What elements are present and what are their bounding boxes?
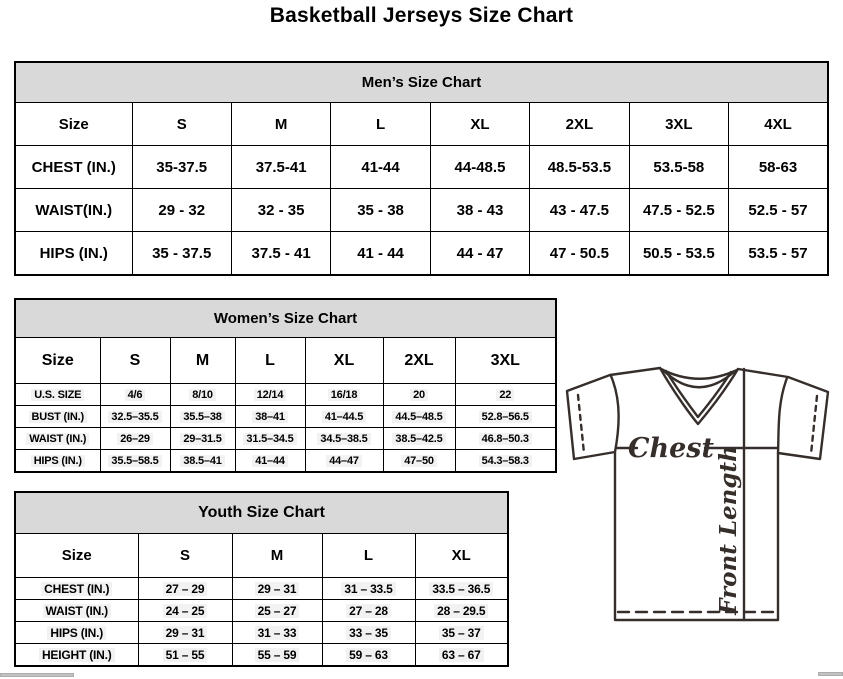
cell-value: 52.8–56.5: [479, 411, 532, 423]
row-label-text: CHEST (IN.): [41, 582, 112, 596]
table-cell: [235, 450, 305, 473]
table-cell: 38 - 43: [430, 189, 529, 232]
table-cell: [455, 406, 556, 428]
table-cell: [415, 644, 508, 667]
row-label-text: HIPS (IN.): [47, 626, 106, 640]
table-row: [15, 384, 556, 406]
column-header: XL: [305, 338, 383, 384]
row-label-text: BUST (IN.): [29, 411, 87, 423]
table-cell: [138, 622, 232, 644]
cell-value: 31.5–34.5: [243, 433, 296, 445]
table-cell: 37.5-41: [231, 146, 330, 189]
table-cell: [235, 428, 305, 450]
column-header: Size: [15, 338, 100, 384]
table-cell: 35 - 38: [331, 189, 430, 232]
column-header: 2XL: [383, 338, 455, 384]
column-header: 3XL: [455, 338, 556, 384]
cell-value: 31 – 33.5: [341, 582, 395, 596]
mens-size-chart-table: [14, 61, 829, 276]
womens-table-title: Women’s Size Chart: [15, 299, 556, 338]
cell-value: 38–41: [252, 411, 288, 423]
table-cell: [383, 428, 455, 450]
cell-value: 29 – 31: [163, 626, 208, 640]
column-header: S: [100, 338, 170, 384]
table-cell: 29 - 32: [132, 189, 231, 232]
jersey-cuff-dashes-left: [578, 395, 584, 453]
table-cell: [235, 384, 305, 406]
row-label: [15, 406, 100, 428]
table-cell: [455, 428, 556, 450]
cell-value: 33.5 – 36.5: [429, 582, 493, 596]
row-label: [15, 600, 138, 622]
column-header: L: [331, 103, 430, 146]
cell-value: 54.3–58.3: [479, 455, 532, 467]
cell-value: 28 – 29.5: [434, 604, 488, 618]
horizontal-scrollbar-thumb-right[interactable]: [818, 672, 843, 676]
column-header: M: [232, 534, 322, 578]
cell-value: 35 – 37: [439, 626, 484, 640]
womens-size-chart-table: [14, 298, 557, 473]
row-label-text: HIPS (IN.): [31, 455, 85, 467]
column-header: M: [170, 338, 235, 384]
column-header: 3XL: [629, 103, 728, 146]
table-cell: [322, 600, 415, 622]
table-cell: [100, 406, 170, 428]
cell-value: 44–47: [326, 455, 362, 467]
table-cell: [232, 622, 322, 644]
table-cell: [415, 622, 508, 644]
table-cell: [170, 450, 235, 473]
table-row: [15, 622, 508, 644]
cell-value: 26–29: [117, 433, 153, 445]
cell-value: 16/18: [328, 389, 361, 401]
cell-value: 31 – 33: [255, 626, 300, 640]
cell-value: 63 – 67: [439, 648, 484, 662]
table-cell: 41-44: [331, 146, 430, 189]
cell-value: 24 – 25: [163, 604, 208, 618]
table-cell: 44 - 47: [430, 232, 529, 276]
jersey-measurement-diagram: [556, 360, 840, 633]
jersey-cuff-dashes-right: [811, 396, 817, 454]
cell-value: 33 – 35: [346, 626, 391, 640]
table-cell: 43 - 47.5: [530, 189, 629, 232]
table-cell: [455, 450, 556, 473]
row-label-text: WAIST (IN.): [26, 433, 89, 445]
cell-value: 38.5–41: [180, 455, 224, 467]
cell-value: 35.5–58.5: [108, 455, 161, 467]
row-label: [15, 578, 138, 600]
cell-value: 29 – 31: [255, 582, 300, 596]
table-row: [15, 450, 556, 473]
cell-value: 55 – 59: [255, 648, 300, 662]
cell-value: 22: [496, 389, 514, 401]
table-cell: [170, 406, 235, 428]
jersey-armhole-seam-left: [611, 376, 619, 452]
page-title: Basketball Jerseys Size Chart: [269, 4, 574, 27]
table-cell: [232, 644, 322, 667]
jersey-diagram-svg: [556, 360, 840, 628]
table-row: [15, 146, 828, 189]
front-length-label: Front Length: [715, 445, 742, 615]
table-cell: [305, 428, 383, 450]
row-label: CHEST (IN.): [15, 146, 132, 189]
table-cell: 44-48.5: [430, 146, 529, 189]
column-header: L: [235, 338, 305, 384]
row-label-text: HEIGHT (IN.): [39, 648, 115, 662]
table-header-row: [15, 103, 828, 146]
cell-value: 27 – 28: [346, 604, 391, 618]
table-cell: 37.5 - 41: [231, 232, 330, 276]
column-header: Size: [15, 534, 138, 578]
table-header-row: [15, 338, 556, 384]
table-row: [15, 406, 556, 428]
table-row: [15, 428, 556, 450]
youth-table-title: Youth Size Chart: [15, 492, 508, 534]
cell-value: 25 – 27: [255, 604, 300, 618]
table-cell: [138, 644, 232, 667]
cell-value: 4/6: [125, 389, 146, 401]
horizontal-scrollbar-thumb-left[interactable]: [0, 673, 74, 677]
cell-value: 47–50: [401, 455, 437, 467]
table-cell: [322, 644, 415, 667]
column-header: 2XL: [530, 103, 629, 146]
column-header: S: [138, 534, 232, 578]
table-cell: [415, 578, 508, 600]
table-cell: [100, 384, 170, 406]
table-cell: [138, 578, 232, 600]
row-label: WAIST(IN.): [15, 189, 132, 232]
cell-value: 51 – 55: [163, 648, 208, 662]
cell-value: 59 – 63: [346, 648, 391, 662]
table-cell: 58-63: [729, 146, 828, 189]
table-header-row: [15, 534, 508, 578]
table-cell: [415, 600, 508, 622]
column-header: Size: [15, 103, 132, 146]
cell-value: 41–44.5: [322, 411, 366, 423]
cell-value: 8/10: [189, 389, 216, 401]
mens-table-title: Men’s Size Chart: [15, 62, 828, 103]
cell-value: 27 – 29: [163, 582, 208, 596]
table-cell: 47 - 50.5: [530, 232, 629, 276]
column-header: XL: [415, 534, 508, 578]
cell-value: 38.5–42.5: [392, 433, 445, 445]
cell-value: 44.5–48.5: [392, 411, 445, 423]
row-label: HIPS (IN.): [15, 232, 132, 276]
chest-label: Chest: [628, 433, 714, 464]
cell-value: 20: [410, 389, 428, 401]
table-cell: [383, 384, 455, 406]
table-cell: [305, 450, 383, 473]
table-cell: [232, 600, 322, 622]
table-cell: 32 - 35: [231, 189, 330, 232]
row-label: [15, 622, 138, 644]
table-cell: 48.5-53.5: [530, 146, 629, 189]
cell-value: 46.8–50.3: [479, 433, 532, 445]
cell-value: 41–44: [252, 455, 288, 467]
table-cell: 41 - 44: [331, 232, 430, 276]
jersey-armhole-seam-right: [778, 378, 787, 453]
jersey-body-outline: [567, 368, 828, 620]
table-cell: [100, 450, 170, 473]
table-cell: [305, 406, 383, 428]
table-cell: 53.5 - 57: [729, 232, 828, 276]
table-cell: [322, 622, 415, 644]
table-cell: [235, 406, 305, 428]
row-label: [15, 450, 100, 473]
table-band-row: [15, 62, 828, 103]
row-label: [15, 428, 100, 450]
cell-value: 29–31.5: [180, 433, 224, 445]
column-header: S: [132, 103, 231, 146]
row-label-text: U.S. SIZE: [31, 389, 84, 401]
table-band-row: [15, 492, 508, 534]
column-header: L: [322, 534, 415, 578]
cell-value: 34.5–38.5: [317, 433, 370, 445]
table-cell: [455, 384, 556, 406]
cell-value: 12/14: [254, 389, 287, 401]
table-cell: 47.5 - 52.5: [629, 189, 728, 232]
table-cell: [138, 600, 232, 622]
table-row: [15, 578, 508, 600]
youth-size-chart-table: [14, 491, 509, 667]
cell-value: 32.5–35.5: [108, 411, 161, 423]
table-row: [15, 644, 508, 667]
table-cell: [232, 578, 322, 600]
table-cell: [383, 406, 455, 428]
table-cell: [170, 384, 235, 406]
table-cell: [100, 428, 170, 450]
table-cell: 52.5 - 57: [729, 189, 828, 232]
table-row: [15, 189, 828, 232]
column-header: M: [231, 103, 330, 146]
row-label: [15, 384, 100, 406]
table-cell: [322, 578, 415, 600]
column-header: 4XL: [729, 103, 828, 146]
table-cell: [305, 384, 383, 406]
table-cell: 35-37.5: [132, 146, 231, 189]
row-label-text: WAIST (IN.): [43, 604, 111, 618]
table-cell: 50.5 - 53.5: [629, 232, 728, 276]
table-cell: 53.5-58: [629, 146, 728, 189]
table-cell: [170, 428, 235, 450]
table-cell: 35 - 37.5: [132, 232, 231, 276]
table-cell: [383, 450, 455, 473]
table-row: [15, 232, 828, 276]
column-header: XL: [430, 103, 529, 146]
table-row: [15, 600, 508, 622]
table-band-row: [15, 299, 556, 338]
cell-value: 35.5–38: [180, 411, 224, 423]
row-label: [15, 644, 138, 667]
